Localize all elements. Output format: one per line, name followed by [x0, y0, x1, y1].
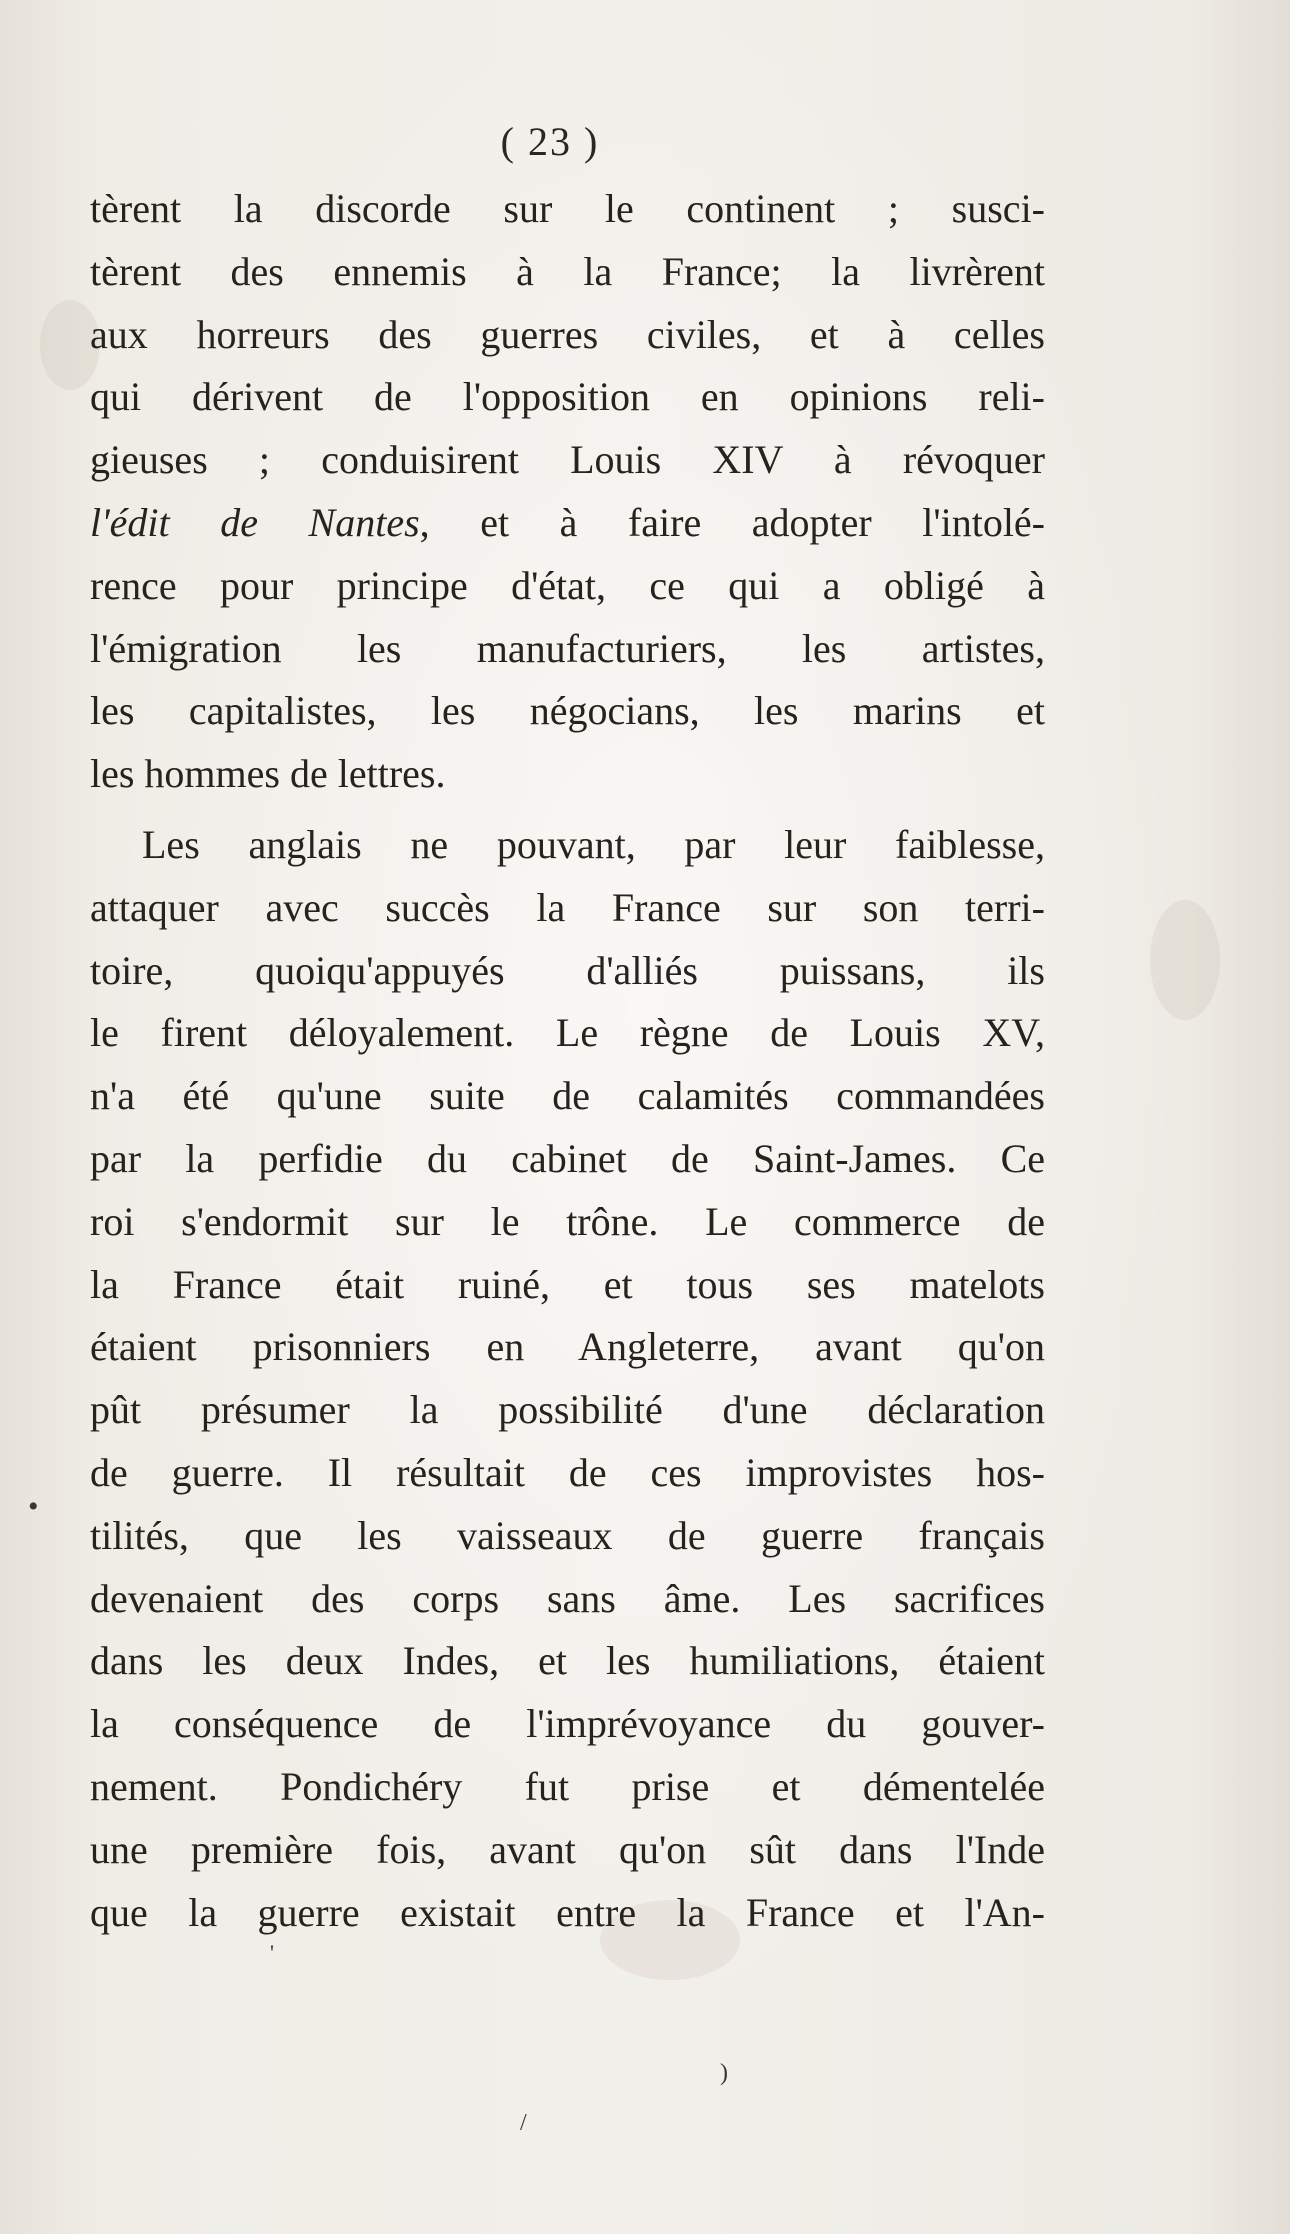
- text-line: que la guerre existait entre la France et l'An-: [90, 1889, 1045, 1935]
- text-line: toire, quoiqu'appuyés d'alliés puissans, ils: [90, 947, 1045, 993]
- text-line: par la perfidie du cabinet de Saint-James. Ce: [90, 1135, 1045, 1181]
- text-line: l'émigration les manufacturiers, les artistes,: [90, 625, 1045, 671]
- paragraph-2: [90, 814, 1045, 1944]
- text-line: la conséquence de l'imprévoyance du gouver-: [90, 1701, 1045, 1747]
- text-line: qui dérivent de l'opposition en opinions reli-: [90, 374, 1045, 420]
- stray-mark: •: [28, 1490, 39, 1523]
- text-line-rest: , et à faire adopter l'intolé-: [419, 499, 1046, 545]
- text-line: devenaient des corps sans âme. Les sacrifices: [90, 1575, 1045, 1621]
- text-line: le firent déloyalement. Le règne de Louis XV,: [90, 1010, 1045, 1056]
- text-line: gieuses ; conduisirent Louis XIV à révoquer: [90, 437, 1045, 483]
- text-line: dans les deux Indes, et les humiliations, étaient: [90, 1638, 1045, 1684]
- stray-mark: ): [720, 2060, 728, 2086]
- text-line: tèrent la discorde sur le continent ; susci-: [90, 186, 1045, 231]
- text-line: roi s'endormit sur le trône. Le commerce de: [90, 1198, 1045, 1244]
- text-line: attaquer avec succès la France sur son terri-: [90, 884, 1045, 930]
- text-line: n'a été qu'une suite de calamités commandées: [90, 1073, 1045, 1119]
- text-line: la France était ruiné, et tous ses matelots: [90, 1261, 1045, 1307]
- text-line: nement. Pondichéry fut prise et démentelée: [90, 1763, 1045, 1809]
- text-line: tilités, que les vaisseaux de guerre français: [90, 1512, 1045, 1558]
- text-line: aux horreurs des guerres civiles, et à celles: [90, 311, 1045, 357]
- page-number: ( 23 ): [500, 119, 600, 164]
- stray-mark: /: [520, 2110, 527, 2136]
- paper-stain: [1150, 900, 1220, 1020]
- text-line: les capitalistes, les négocians, les marins et: [90, 688, 1045, 734]
- stray-mark: ': [270, 1940, 274, 1965]
- text-line: une première fois, avant qu'on sût dans l'Inde: [90, 1826, 1045, 1872]
- paragraph-1: [90, 178, 1045, 806]
- text-line: [90, 492, 1045, 555]
- body-text: [90, 178, 1045, 1944]
- text-line: rence pour principe d'état, ce qui a obligé à: [90, 562, 1045, 608]
- text-line: tèrent des ennemis à la France; la livrèrent: [90, 248, 1045, 294]
- text-line: Les anglais ne pouvant, par leur faiblesse,: [142, 821, 1045, 867]
- text-line: de guerre. Il résultait de ces improvistes hos-: [90, 1449, 1045, 1495]
- italic-title: l'édit de Nantes: [90, 499, 420, 545]
- text-line: étaient prisonniers en Angleterre, avant qu'on: [90, 1324, 1045, 1370]
- text-line: pût présumer la possibilité d'une déclaration: [90, 1387, 1045, 1433]
- text-line: les hommes de lettres.: [90, 751, 446, 797]
